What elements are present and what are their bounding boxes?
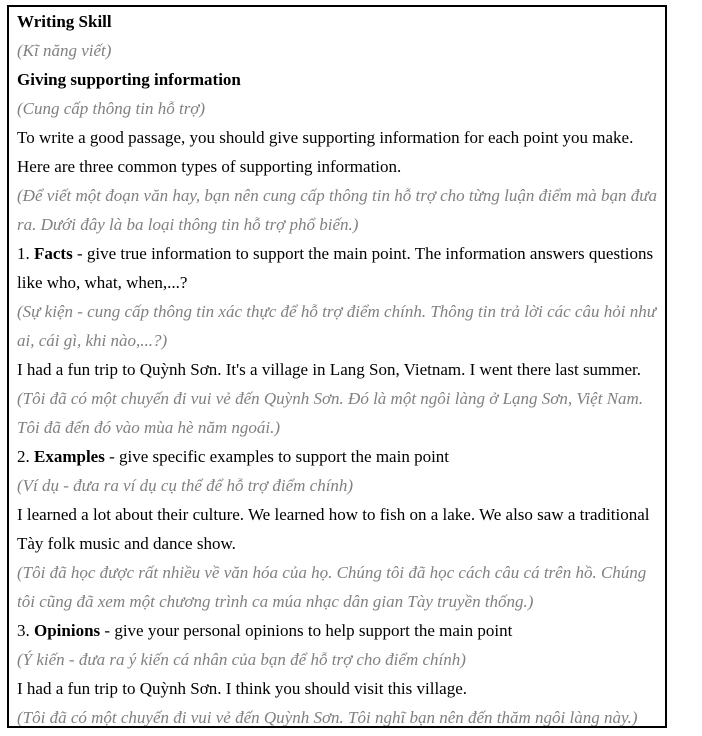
text-run: (Tôi đã có một chuyến đi vui vẻ đến Quỳnh Sơn. Đó là một ngôi làng ở Lạng Sơn, Việt Nam. Tôi đã đến đó vào mùa hè năm ngoái.) xyxy=(17,389,644,437)
opinions-example-sentence-translation xyxy=(17,703,657,728)
text-run: - give your personal opinions to help support the main point xyxy=(100,621,513,640)
point-3-opinions xyxy=(17,616,657,645)
text-run: (Tôi đã học được rất nhiều về văn hóa của họ. Chúng tôi đã học cách câu cá trên hồ. Chúng tôi cũng đã xem một chương trình ca múa nhạc dân gian Tày truyền thống.) xyxy=(17,563,647,611)
text-run: (Sự kiện - cung cấp thông tin xác thực để hỗ trợ điểm chính. Thông tin trả lời các câu hỏi như ai, cái gì, khi nào,...?) xyxy=(17,302,656,350)
text-run: 2. xyxy=(17,447,34,466)
point-1-facts xyxy=(17,239,657,297)
heading-writing-skill-translation xyxy=(17,36,657,65)
document-content xyxy=(17,7,657,728)
text-run: 3. xyxy=(17,621,34,640)
point-1-facts-translation xyxy=(17,297,657,355)
intro-paragraph xyxy=(17,123,657,181)
text-run: (Tôi đã có một chuyến đi vui vẻ đến Quỳnh Sơn. Tôi nghĩ bạn nên đến thăm ngôi làng này.) xyxy=(17,708,638,727)
intro-paragraph-translation xyxy=(17,181,657,239)
heading-giving-supporting-information xyxy=(17,65,657,94)
text-run: I had a fun trip to Quỳnh Sơn. It's a village in Lang Son, Vietnam. I went there last summer. xyxy=(17,360,642,379)
text-run: I had a fun trip to Quỳnh Sơn. I think you should visit this village. xyxy=(17,679,468,698)
heading-writing-skill xyxy=(17,7,657,36)
document-border-frame xyxy=(7,5,667,728)
text-run: (Ý kiến - đưa ra ý kiến cá nhân của bạn để hỗ trợ cho điểm chính) xyxy=(17,650,466,669)
bold-text-run: Examples xyxy=(34,447,105,466)
text-run: (Cung cấp thông tin hỗ trợ) xyxy=(17,99,206,118)
heading-giving-supporting-information-translation xyxy=(17,94,657,123)
point-2-examples-translation xyxy=(17,471,657,500)
facts-example-sentence-translation xyxy=(17,384,657,442)
text-run: - give true information to support the main point. The information answers questions like who, what, when,...? xyxy=(17,244,654,292)
point-3-opinions-translation xyxy=(17,645,657,674)
text-run: - give specific examples to support the main point xyxy=(104,447,450,466)
bold-text-run: Writing Skill xyxy=(17,12,112,31)
bold-text-run: Facts xyxy=(34,244,73,263)
text-run: (Để viết một đoạn văn hay, bạn nên cung cấp thông tin hỗ trợ cho từng luận điểm mà bạn đưa ra. Dưới đây là ba loại thông tin hỗ trợ phổ biến.) xyxy=(17,186,657,234)
text-run: To write a good passage, you should give supporting information for each point you make. Here are three common types of supporting information. xyxy=(17,128,634,176)
examples-example-sentence xyxy=(17,500,657,558)
examples-example-sentence-translation xyxy=(17,558,657,616)
opinions-example-sentence xyxy=(17,674,657,703)
bold-text-run: Opinions xyxy=(34,621,101,640)
text-run: 1. xyxy=(17,244,34,263)
text-run: I learned a lot about their culture. We learned how to fish on a lake. We also saw a traditional Tày folk music and dance show. xyxy=(17,505,650,553)
text-run: (Kĩ năng viết) xyxy=(17,41,112,60)
facts-example-sentence xyxy=(17,355,657,384)
text-run: (Ví dụ - đưa ra ví dụ cụ thể để hỗ trợ điểm chính) xyxy=(17,476,354,495)
bold-text-run: Giving supporting information xyxy=(17,70,241,89)
point-2-examples xyxy=(17,442,657,471)
